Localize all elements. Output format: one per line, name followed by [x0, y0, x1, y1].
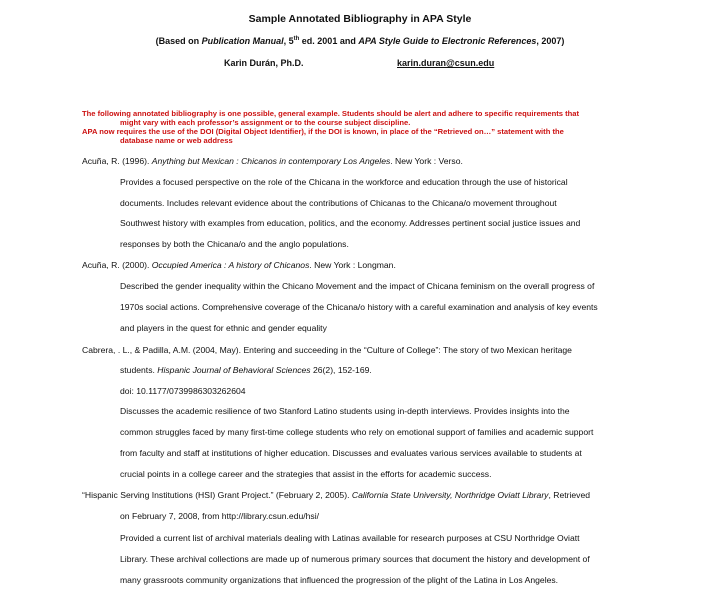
citation-publisher: . New York : Longman.	[309, 260, 396, 270]
citation-volume-pages: 26(2), 152-169.	[310, 365, 372, 375]
author-name: Karin Durán, Ph.D.	[224, 58, 304, 68]
subtitle-edition-suffix: th	[293, 36, 300, 42]
citation-retrieved: , Retrieved	[548, 490, 591, 500]
notice-line-2: might vary with each professor’s assignment or to the course subject discipline.	[120, 118, 411, 127]
annotation-line: Discusses the academic resilience of two Stanford Latino students using in-depth interviews. Provides insights into the	[120, 406, 570, 416]
annotation-line: Provided a current list of archival materials dealing with Latinas available for research purposes at CSU Northridge Oviatt	[120, 533, 580, 543]
citation-publisher: . New York : Verso.	[390, 156, 463, 166]
citation-title-date: “Hispanic Serving Institutions (HSI) Grant Project.” (February 2, 2005).	[82, 490, 352, 500]
citation-students: students.	[120, 365, 158, 375]
document-subtitle	[0, 36, 720, 46]
citation-source: California State University, Northridge Oviatt Library	[351, 490, 549, 500]
annotation-line: responses by both the Chicana/o and the anglo populations.	[120, 239, 349, 249]
citation-author-year: Acuña, R. (2000).	[82, 260, 152, 270]
citation-hsi-2005	[82, 490, 590, 501]
citation-acuna-1996	[82, 156, 463, 167]
annotation-line: 1970s social actions. Comprehensive coverage of the Chicana/o history with a careful examination and analysis of key events	[120, 302, 598, 312]
annotation-line: Provides a focused perspective on the role of the Chicana in the workforce and education through the use of historical	[120, 177, 568, 187]
citation-journal-line	[120, 365, 372, 376]
notice-line-1: The following annotated bibliography is one possible, general example. Students should be alert and adhere to specific requirements that	[82, 109, 580, 118]
citation-retrieval-line: on February 7, 2008, from http://library.csun.edu/hsi/	[120, 511, 320, 521]
author-email-link[interactable]: karin.duran@csun.edu	[397, 58, 495, 68]
citation-cabrera-2004: Cabrera, . L., & Padilla, A.M. (2004, May). Entering and succeeding in the “Culture of College”: The story of two Mexican heritage	[82, 345, 572, 355]
annotation-line: Described the gender inequality within the Chicano Movement and the impact of Chicana feminism on the overall progress of	[120, 281, 595, 291]
annotation-line: and players in the quest for ethnic and gender equality	[120, 323, 327, 333]
annotation-line: documents. Includes relevant evidence about the contributions of Chicanas to the Chicana/o movement throughout	[120, 198, 557, 208]
subtitle-book-apa-guide: APA Style Guide to Electronic References	[358, 36, 537, 46]
annotation-line: common struggles faced by many first-time college students who rely on emotional support of families and academic support	[120, 427, 594, 437]
annotation-line: from faculty and staff at institutions of higher education. Discusses and evaluates various services available to students at	[120, 448, 582, 458]
subtitle-edition: , 5	[283, 36, 294, 46]
subtitle-book-publication-manual: Publication Manual	[201, 36, 284, 46]
citation-journal: Hispanic Journal of Behavioral Sciences	[157, 365, 311, 375]
annotation-line: crucial points in a college career and the strategies that assist in the efforts for academic success.	[120, 469, 492, 479]
document-title: Sample Annotated Bibliography in APA Style	[248, 13, 472, 25]
subtitle-open: (Based on	[155, 36, 202, 46]
citation-doi: doi: 10.1177/0739986303262604	[120, 386, 246, 396]
annotation-line: Library. These archival collections are made up of numerous primary sources that document the history and development of	[120, 554, 590, 564]
subtitle-mid: ed. 2001 and	[299, 36, 359, 46]
notice-line-3: APA now requires the use of the DOI (Digital Object Identifier), if the DOI is known, in place of the “Retrieved on…” statement with the	[82, 127, 564, 136]
citation-title: Anything but Mexican : Chicanos in contemporary Los Angeles	[151, 156, 391, 166]
notice-line-4: database name or web address	[120, 136, 233, 145]
subtitle-close: , 2007)	[536, 36, 565, 46]
citation-acuna-2000	[82, 260, 396, 271]
annotation-line: Southwest history with examples from education, politics, and the economy. Addresses pertinent social justice issues and	[120, 218, 581, 228]
annotation-line: many grassroots community organizations that influenced the progression of the plight of the Latina in Los Angeles.	[120, 575, 559, 585]
citation-title: Occupied America : A history of Chicanos	[151, 260, 310, 270]
citation-author-year: Acuña, R. (1996).	[82, 156, 152, 166]
